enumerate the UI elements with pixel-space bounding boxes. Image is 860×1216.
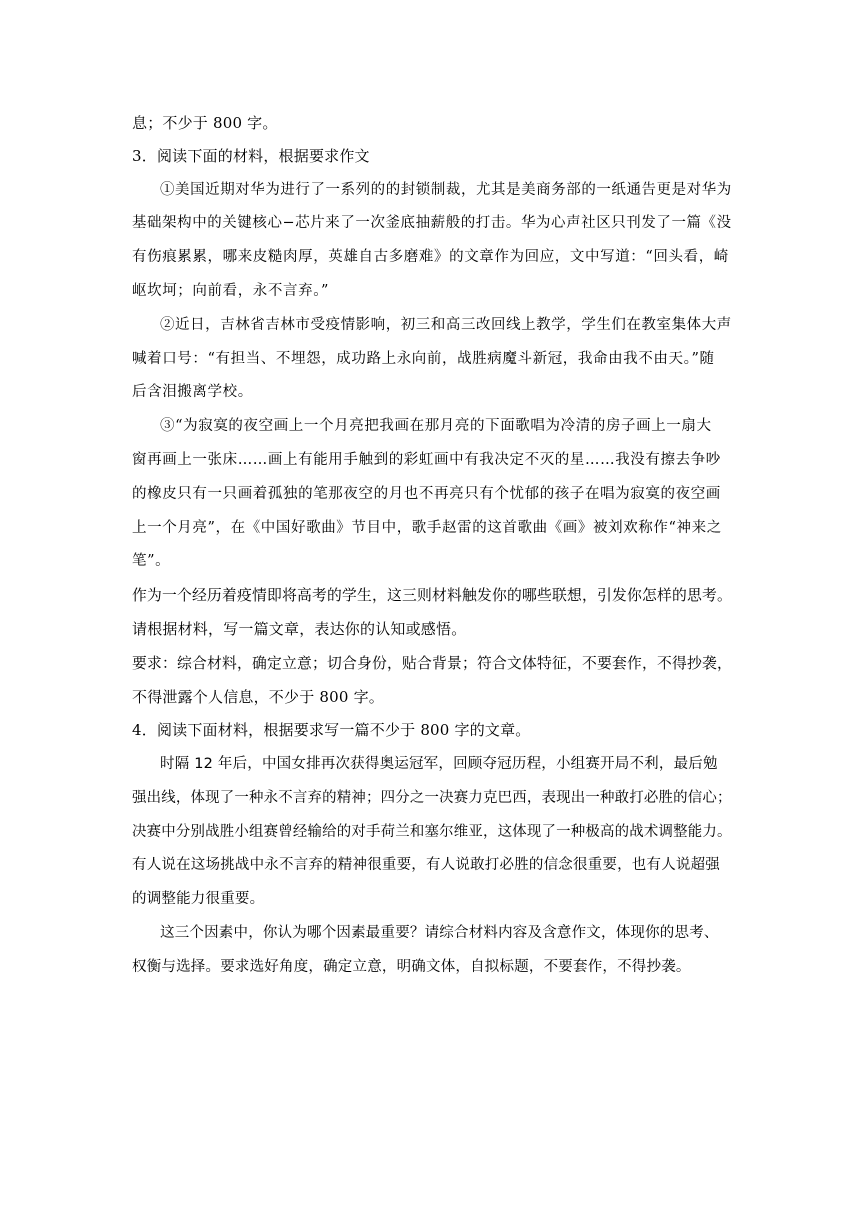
question-3-heading: 3．阅读下面的材料，根据要求作文	[132, 147, 370, 165]
requirement-line-2: 不得泄露个人信息，不少于 800 字。	[132, 688, 384, 706]
material-1-line-1: ①美国近期对华为进行了一系列的的封锁制裁，尤其是美商务部的一纸通告更是对华为	[160, 182, 732, 198]
q4-material-line-2: 强出线，体现了一种永不言弃的精神；四分之一决赛力克巴西，表现出一种敢打必胜的信心；	[132, 790, 732, 806]
material-3-line-1: ③“为寂寞的夜空画上一个月亮把我画在那月亮的下面歌唱为冷清的房子画上一扇大	[160, 418, 712, 434]
material-3-line-5: 笔”。	[132, 553, 171, 569]
requirement-line-1: 要求：综合材料，确定立意；切合身份，贴合背景；符合文体特征，不要套作，不得抄袭，	[132, 654, 732, 672]
prompt-line-2: 请根据材料，写一篇文章，表达你的认知或感悟。	[132, 620, 467, 638]
question-4-heading: 4．阅读下面材料，根据要求写一篇不少于 800 字的文章。	[132, 721, 531, 739]
q4-material-line-3: 决赛中分别战胜小组赛曾经输给的对手荷兰和塞尔维亚，这体现了一种极高的战术调整能力。	[132, 824, 732, 840]
q4-prompt-line-1: 这三个因素中，你认为哪个因素最重要？请综合材料内容及含意作文，体现你的思考、	[160, 925, 719, 941]
material-1-line-2: 基础架构中的关键核心−芯片来了一次釜底抽薪般的打击。华为心声社区只刊发了一篇《没	[132, 215, 732, 231]
text-line-1: 息；不少于 800 字。	[132, 114, 278, 132]
material-2-line-2: 喊着口号：“有担当、不埋怨，成功路上永向前，战胜病魔斗新冠，我命由我不由天。”随	[132, 351, 715, 367]
material-1-line-4: 岖坎坷；向前看，永不言弃。”	[132, 283, 330, 299]
material-3-line-4: 上一个月亮”，在《中国好歌曲》节目中，歌手赵雷的这首歌曲《画》被刘欢称作“神来之	[132, 520, 722, 536]
material-3-line-2: 窗再画上一张床……画上有能用手触到的彩虹画中有我决定不灭的星……我没有擦去争吵	[132, 452, 721, 468]
material-2-line-1: ②近日，吉林省吉林市受疫情影响，初三和高三改回线上教学，学生们在教室集体大声	[160, 317, 732, 333]
q4-prompt-line-2: 权衡与选择。要求选好角度，确定立意，明确文体，自拟标题，不要套作，不得抄袭。	[132, 959, 691, 975]
material-2-line-3: 后含泪搬离学校。	[132, 384, 253, 400]
material-3-line-3: 的橡皮只有一只画着孤独的笔那夜空的月也不再亮只有个忧郁的孩子在唱为寂寞的夜空画	[132, 486, 721, 502]
prompt-line-1: 作为一个经历着疫情即将高考的学生，这三则材料触发你的哪些联想，引发你怎样的思考。	[132, 586, 732, 604]
q4-material-line-4: 有人说在这场挑战中永不言弃的精神很重要，有人说敢打必胜的信念很重要，也有人说超强	[132, 857, 720, 873]
material-1-line-3: 有伤痕累累，哪来皮糙肉厚，英雄自古多磨难》的文章作为回应，文中写道：“回头看，崎	[132, 249, 729, 265]
q4-material-line-5: 的调整能力很重要。	[132, 891, 265, 907]
q4-material-line-1: 时隔 12 年后，中国女排再次获得奥运冠军，回顾夺冠历程，小组赛开局不利，最后勉	[160, 756, 718, 772]
